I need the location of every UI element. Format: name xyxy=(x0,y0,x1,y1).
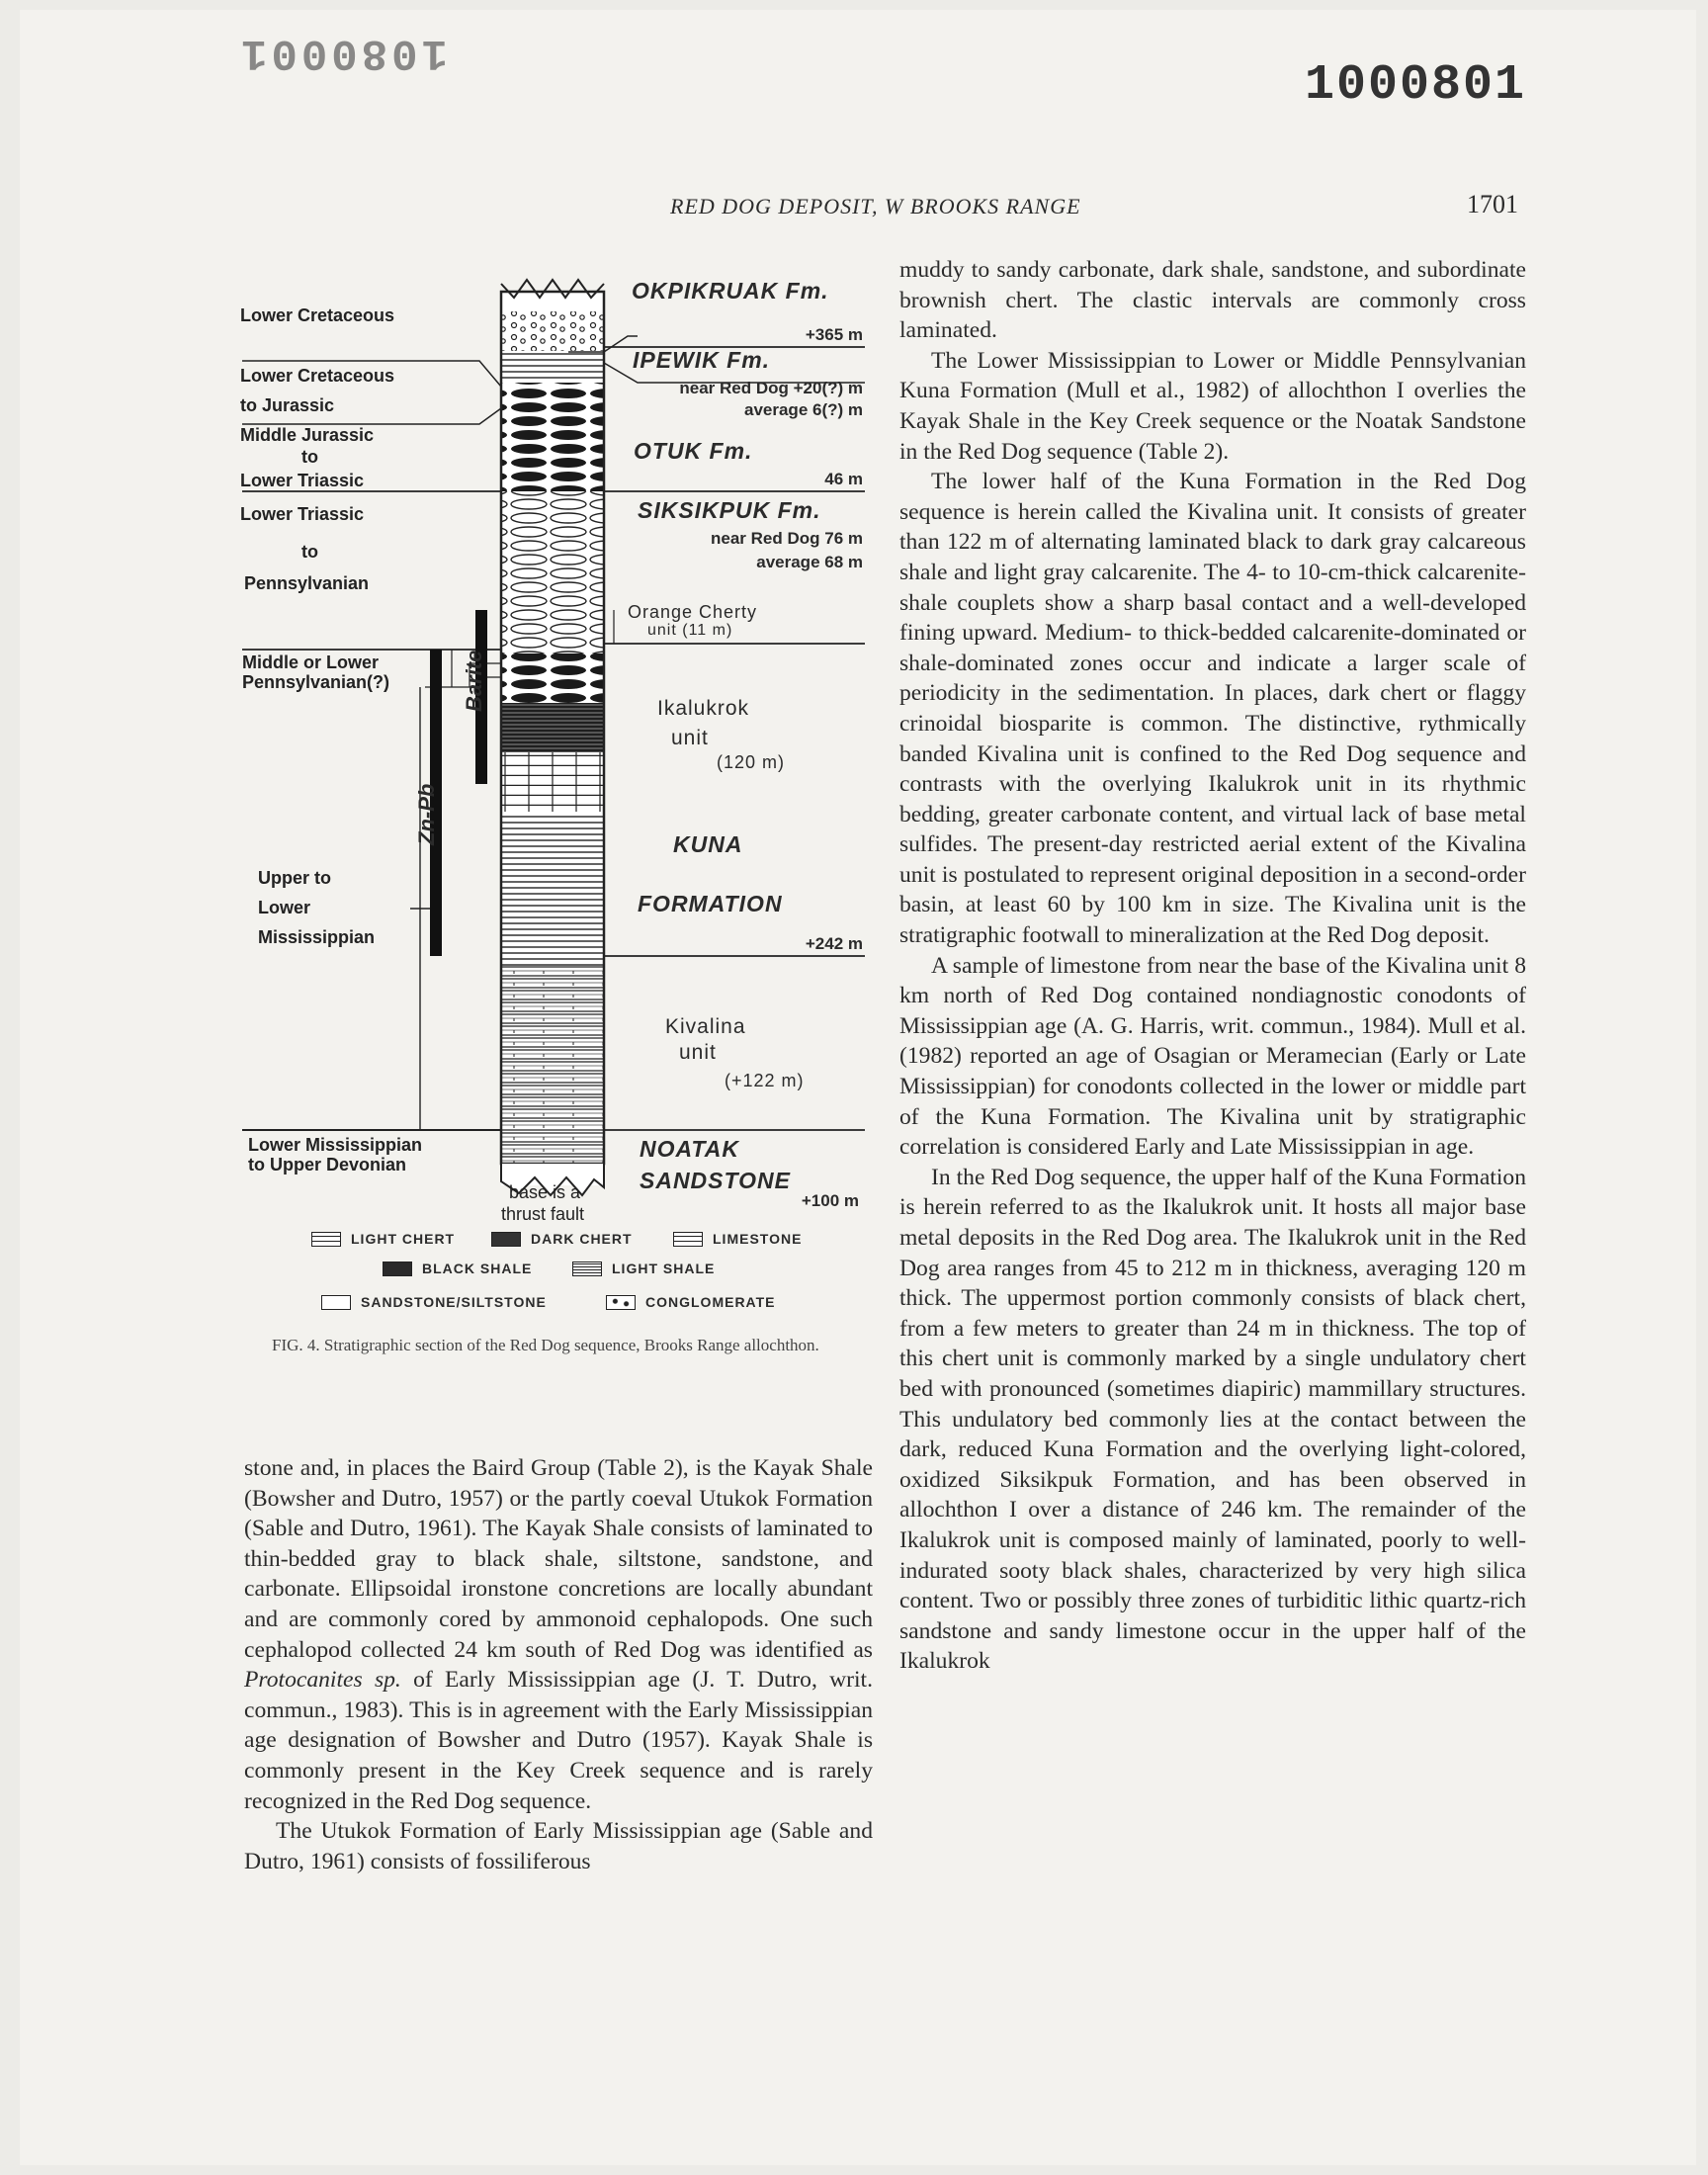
legend-light-chert-label: LIGHT CHERT xyxy=(351,1231,456,1247)
siksikpuk-interval xyxy=(501,491,604,610)
formation-okpikruak: OKPIKRUAK Fm. xyxy=(632,278,829,304)
legend-limestone xyxy=(673,1231,802,1247)
thickness-ipewik-1: near Red Dog +20(?) m xyxy=(679,379,863,397)
age-lk-jurassic-1: Lower Cretaceous xyxy=(240,366,395,386)
legend-limestone-label: LIMESTONE xyxy=(713,1231,803,1247)
paragraph: A sample of limestone from near the base of the Kivalina unit 8 km north of Red Dog contained nondiagnostic conodonts of Mississippian age (A. G. Harris, writ. commun., 1984). Mull et al. (1982) reported an age of Osagian or Meramecian (Early or Late Mississippian) for conodonts collected in the lower or middle part of the Kuna Formation. The Kivalina unit by stratigraphic correlation is considered Early and Late Mississippian in age. xyxy=(899,952,1526,1161)
base-note-1: base is a xyxy=(509,1182,581,1202)
thickness-otuk: 46 m xyxy=(824,470,863,488)
paragraph-text: of Early Mississippian age (J. T. Dutro, writ. commun., 1983). This is in agreement with the Early Mississippian age designation of Bowsher and Dutro (1957). Kayak Shale is commonly present in the Key Creek sequence and is rarely recognized in the Red Dog sequence. xyxy=(244,1667,873,1814)
unit-kivalina-1: Kivalina xyxy=(665,1015,746,1038)
thickness-kuna: +242 m xyxy=(805,934,863,953)
ikalukrok-black-shale xyxy=(501,703,604,752)
age-lower-triassic-1: Lower Triassic xyxy=(240,504,365,524)
stratigraphic-figure xyxy=(232,262,875,1389)
paragraph: In the Red Dog sequence, the upper half of the Kuna Formation is herein referred to as the Ikalukrok unit. It hosts all major base metal deposits in the Red Dog area. The Ikalukrok unit in the Red Dog area ranges from 45 to 212 m in thickness, averaging 120 m thick. The uppermost portion commonly consists of black chert, from a few meters to greater than 24 m in thickness. The top of this chert unit is commonly marked by a single undulatory chert bed with pronounced (sometimes diapiric) mammillary structures. This undulatory bed commonly lies at the contact between the dark, reduced Kuna Formation and the overlying light-colored, oxidized Siksikpuk Formation, and has been observed in allochthon I over a distance of 246 km. The remainder of the Ikalukrok unit is composed mainly of laminated, poorly to well-indurated sooty black shales, characterized by very high silica content. Two or possibly three zones of turbiditic lithic quartz-rich sandstone and sandy limestone occur in the upper half of the Ikalukrok xyxy=(899,1164,1526,1675)
archive-stamp-left: 1080001 xyxy=(237,28,448,77)
formation-siksikpuk: SIKSIKPUK Fm. xyxy=(638,497,821,523)
legend-light-chert xyxy=(311,1231,455,1247)
otuk-interval xyxy=(501,383,604,491)
dark-chert-swatch-icon xyxy=(491,1232,521,1247)
legend-sandstone-label: SANDSTONE/SILTSTONE xyxy=(361,1294,547,1310)
age-upper-lower-miss-2: Lower xyxy=(258,898,311,917)
formation-kuna-2: FORMATION xyxy=(638,891,783,916)
paragraph: The lower half of the Kuna Formation in the Red Dog sequence is herein called the Kivalina unit. It consists of greater than 122 m of alternating laminated black to dark gray calcareous shale and light gray calcarenite. The 4- to 10-cm-thick calcarenite-shale couplets show a sharp basal contact and a well-developed fining upward. Medium- to thick-bedded calcarenite-dominated or shale-dominated zones occur and indicate a larger scale of periodicity in the sedimentation. In places, dark chert or flaggy crinoidal biosparite is common. The distinctive, rythmically banded Kivalina unit is confined to the Red Dog sequence and contrasts with the overlying Ikalukrok unit in its rhythmic bedding, greater carbonate content, and virtual lack of base metal sulfides. The present-day restricted aerial extent of the Kivalina unit is postulated to represent original deposition in a second-order basin, at least 60 by 100 km in size. The Kivalina unit is the stratigraphic footwall to mineralization at the Red Dog deposit. xyxy=(899,469,1526,949)
legend-light-shale xyxy=(572,1261,715,1276)
thickness-siksikpuk-1: near Red Dog 76 m xyxy=(711,529,863,548)
light-shale-swatch-icon xyxy=(572,1262,602,1276)
black-shale-swatch-icon xyxy=(383,1262,412,1276)
base-note-2: thrust fault xyxy=(501,1204,585,1224)
thickness-ipewik-2: average 6(?) m xyxy=(744,400,863,419)
age-middle-jurassic-3: Lower Triassic xyxy=(240,471,365,490)
legend-black-shale xyxy=(383,1261,532,1276)
age-lower-cretaceous: Lower Cretaceous xyxy=(240,305,395,325)
ikalukrok-limestone xyxy=(501,752,604,812)
legend-light-shale-label: LIGHT SHALE xyxy=(612,1261,716,1276)
legend-dark-chert xyxy=(491,1231,633,1247)
orange-cherty-interval xyxy=(501,610,604,653)
formation-noatak: NOATAK xyxy=(640,1136,739,1162)
znpb-label: Zn-Pb xyxy=(414,783,439,845)
age-mid-lower-penn-2: Pennsylvanian(?) xyxy=(242,672,390,692)
unit-orange-2: unit (11 m) xyxy=(647,622,733,639)
okpikruak-conglomerate xyxy=(501,311,604,351)
figure-caption: FIG. 4. Stratigraphic section of the Red Dog sequence, Brooks Range allochthon. xyxy=(272,1336,819,1354)
age-middle-jurassic-2: to xyxy=(301,447,318,467)
legend-black-shale-label: BLACK SHALE xyxy=(422,1261,533,1276)
age-lk-jurassic-2: to Jurassic xyxy=(240,395,335,415)
species-name: Protocanites sp. xyxy=(244,1667,401,1694)
page-number: 1701 xyxy=(1467,190,1518,218)
formation-otuk: OTUK Fm. xyxy=(634,438,753,464)
unit-orange-1: Orange Cherty xyxy=(628,602,758,622)
age-lower-miss-dev-1: Lower Mississippian xyxy=(248,1135,423,1155)
archive-stamp-right: 1000801 xyxy=(1305,57,1527,114)
unit-ikalukrok-3: (120 m) xyxy=(717,752,786,772)
unit-ikalukrok-2: unit xyxy=(671,727,709,749)
paragraph: The Lower Mississippian to Lower or Middle Pennsylvanian Kuna Formation (Mull et al., 1982) of allochthon I overlies the Kayak Shale in the Key Creek sequence or the Noatak Sandstone in the Red Dog sequence (Table 2). xyxy=(899,347,1526,465)
paragraph: muddy to sandy carbonate, dark shale, sandstone, and subordinate brownish chert. The clastic intervals are commonly cross laminated. xyxy=(899,257,1526,344)
paragraph: The Utukok Formation of Early Mississippian age (Sable and Dutro, 1961) consists of fossiliferous xyxy=(244,1818,873,1874)
formation-sandstone: SANDSTONE xyxy=(640,1168,791,1193)
unit-kivalina-2: unit xyxy=(679,1041,717,1064)
right-text-column xyxy=(899,255,1526,1677)
age-lower-miss-dev-2: to Upper Devonian xyxy=(248,1155,407,1174)
age-mid-lower-penn-1: Middle or Lower xyxy=(242,652,380,672)
paragraph xyxy=(244,1453,873,1816)
age-lower-triassic-2: to xyxy=(301,542,318,562)
age-middle-jurassic-1: Middle Jurassic xyxy=(240,425,375,445)
limestone-swatch-icon xyxy=(673,1232,703,1247)
legend-conglomerate xyxy=(606,1294,776,1310)
thickness-noatak: +100 m xyxy=(801,1191,859,1210)
legend-sandstone-siltstone xyxy=(321,1294,547,1310)
formation-kuna: KUNA xyxy=(673,831,743,857)
legend-dark-chert-label: DARK CHERT xyxy=(531,1231,633,1247)
barite-label: Barite xyxy=(462,650,486,712)
ipewik-interval xyxy=(501,351,604,383)
thickness-okpikruak: +365 m xyxy=(805,325,863,344)
paragraph-text: stone and, in places the Baird Group (Table 2), is the Kayak Shale (Bowsher and Dutro, 1957) or the partly coeval Utukok Formation (Sable and Dutro, 1961). The Kayak Shale consists of laminated to thin-bedded gray to black shale, siltstone, sandstone, and carbonate. Ellipsoidal ironstone concretions are locally abundant and are commonly cored by ammonoid cephalopods. One such cephalopod collected 24 km south of Red Dog was identified as xyxy=(244,1455,873,1663)
unit-ikalukrok-1: Ikalukrok xyxy=(657,697,750,720)
age-lower-triassic-3: Pennsylvanian xyxy=(244,573,370,593)
age-upper-lower-miss-3: Mississippian xyxy=(258,927,376,947)
age-upper-lower-miss-1: Upper to xyxy=(258,868,331,888)
left-text-column xyxy=(244,1453,873,1876)
legend-conglomerate-label: CONGLOMERATE xyxy=(645,1294,776,1310)
ikalukrok-chert-interval xyxy=(501,653,604,703)
formation-ipewik: IPEWIK Fm. xyxy=(633,347,771,373)
light-chert-swatch-icon xyxy=(311,1232,341,1247)
conglomerate-swatch-icon xyxy=(606,1295,636,1310)
running-head: RED DOG DEPOSIT, W BROOKS RANGE xyxy=(670,194,1081,218)
kivalina-interval xyxy=(501,966,604,1164)
sandstone-swatch-icon xyxy=(321,1295,351,1310)
unit-kivalina-3: (+122 m) xyxy=(725,1071,805,1090)
thickness-siksikpuk-2: average 68 m xyxy=(756,553,863,571)
